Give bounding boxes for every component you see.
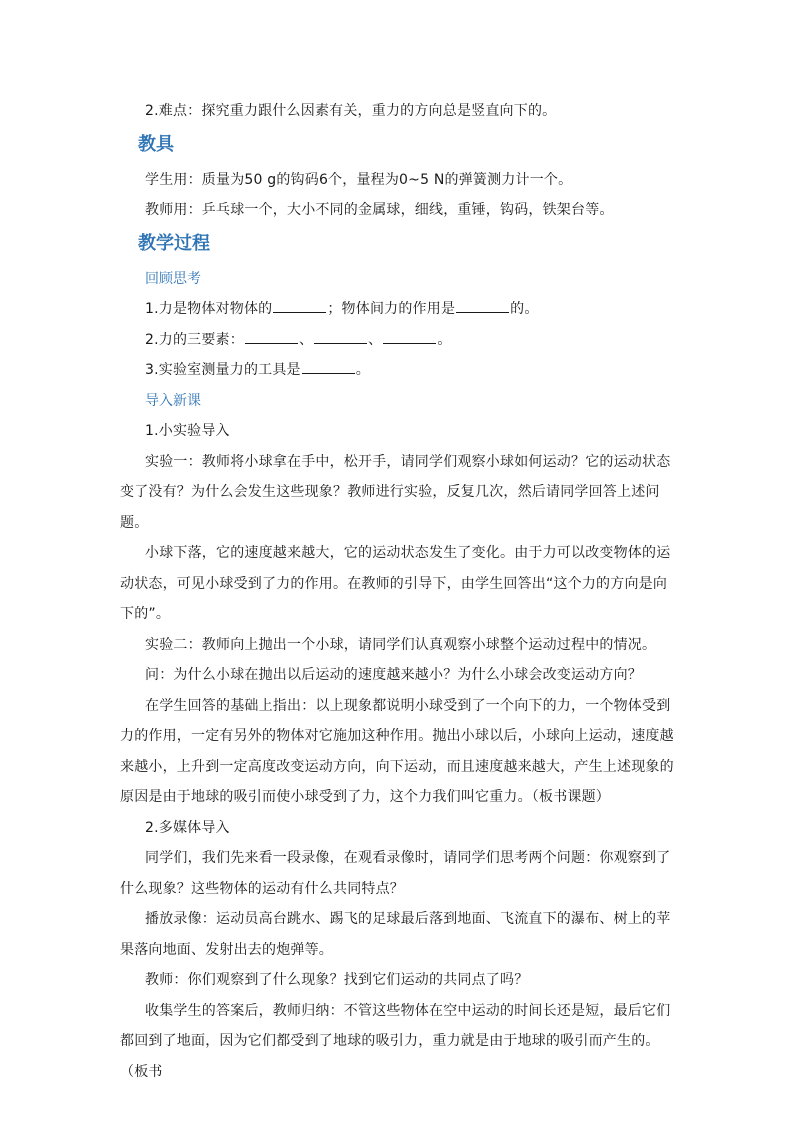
teacher-conclusion: 收集学生的答案后，教师归纳：不管这些物体在空中运动的时间长还是短，最后它们都回到了地面，因为它们都受到了地球的吸引力，重力就是由于地球的吸引而产生的。（板书 bbox=[120, 1002, 671, 1080]
subheading-intro: 导入新课 bbox=[145, 392, 201, 409]
review-question-3: 3.实验室测量力的工具是 。 bbox=[120, 355, 680, 386]
intro-subtitle-multimedia: 2.多媒体导入 bbox=[145, 819, 230, 836]
section-heading-teaching-process: 教学过程 bbox=[138, 232, 210, 254]
review-question-1: 1.力是物体对物体的 ；物体间力的作用是 的。 bbox=[120, 294, 680, 325]
student-aids: 学生用：质量为50 g的钩码6个，量程为0~5 N的弹簧测力计一个。 bbox=[145, 171, 573, 188]
experiment-question: 问：为什么小球在抛出以后运动的速度越来越小？为什么小球会改变运动方向？ bbox=[145, 667, 642, 683]
experiment-one-answer: 小球下落，它的速度越来越大，它的运动状态发生了变化。由于力可以改变物体的运动状态，可见小球受到了力的作用。在教师的引导下，由学生回答出“这个力的方向是向下的”。 bbox=[120, 545, 671, 622]
teacher-aids: 教师用：乒乓球一个，大小不同的金属球，细线，重锤，钩码，铁架台等。 bbox=[145, 202, 614, 218]
multimedia-intro: 同学们，我们先来看一段录像，在观看录像时，请同学们思考两个问题：你观察到了什么现象？这些物体的运动有什么共同特点？ bbox=[120, 850, 671, 897]
experiment-two: 实验二：教师向上抛出一个小球，请同学们认真观察小球整个运动过程中的情况。 bbox=[145, 636, 657, 653]
teacher-question: 教师：你们观察到了什么现象？找到它们运动的共同点了吗？ bbox=[145, 972, 529, 988]
answer-blank bbox=[245, 329, 298, 344]
intro-subtitle-experiment: 1.小实验导入 bbox=[145, 423, 230, 439]
subheading-review: 回顾思考 bbox=[145, 270, 201, 287]
review-question-2: 2.力的三要素： 、 、 。 bbox=[120, 325, 680, 356]
section-heading-teaching-aids: 教具 bbox=[138, 133, 174, 155]
experiment-summary: 在学生回答的基础上指出：以上现象都说明小球受到了一个向下的力，一个物体受到力的作用，一定有另外的物体对它施加这种作用。抛出小球以后，小球向上运动，速度越来越小，上升到一定高度改变运动方向，向下运动，而且速度越来越大，产生上述现象的原因是由于地球的吸引而使小球受到了力，这个力我们叫它重力。（板书课题） bbox=[120, 697, 674, 805]
multimedia-video: 播放录像：运动员高台跳水、踢飞的足球最后落到地面、飞流直下的瀑布、树上的苹果落向地面、发射出去的炮弹等。 bbox=[120, 911, 671, 958]
answer-blank bbox=[273, 298, 326, 313]
experiment-one: 实验一：教师将小球拿在手中，松开手，请同学们观察小球如何运动？它的运动状态变了没有？为什么会发生这些现象？教师进行实验，反复几次，然后请同学回答上述问题。 bbox=[120, 453, 671, 531]
answer-blank bbox=[383, 329, 436, 344]
answer-blank bbox=[314, 329, 367, 344]
answer-blank bbox=[302, 359, 355, 374]
page-content bbox=[120, 96, 680, 1087]
answer-blank bbox=[456, 298, 509, 313]
difficulty-point: 2.难点：探究重力跟什么因素有关，重力的方向总是竖直向下的。 bbox=[145, 103, 557, 119]
